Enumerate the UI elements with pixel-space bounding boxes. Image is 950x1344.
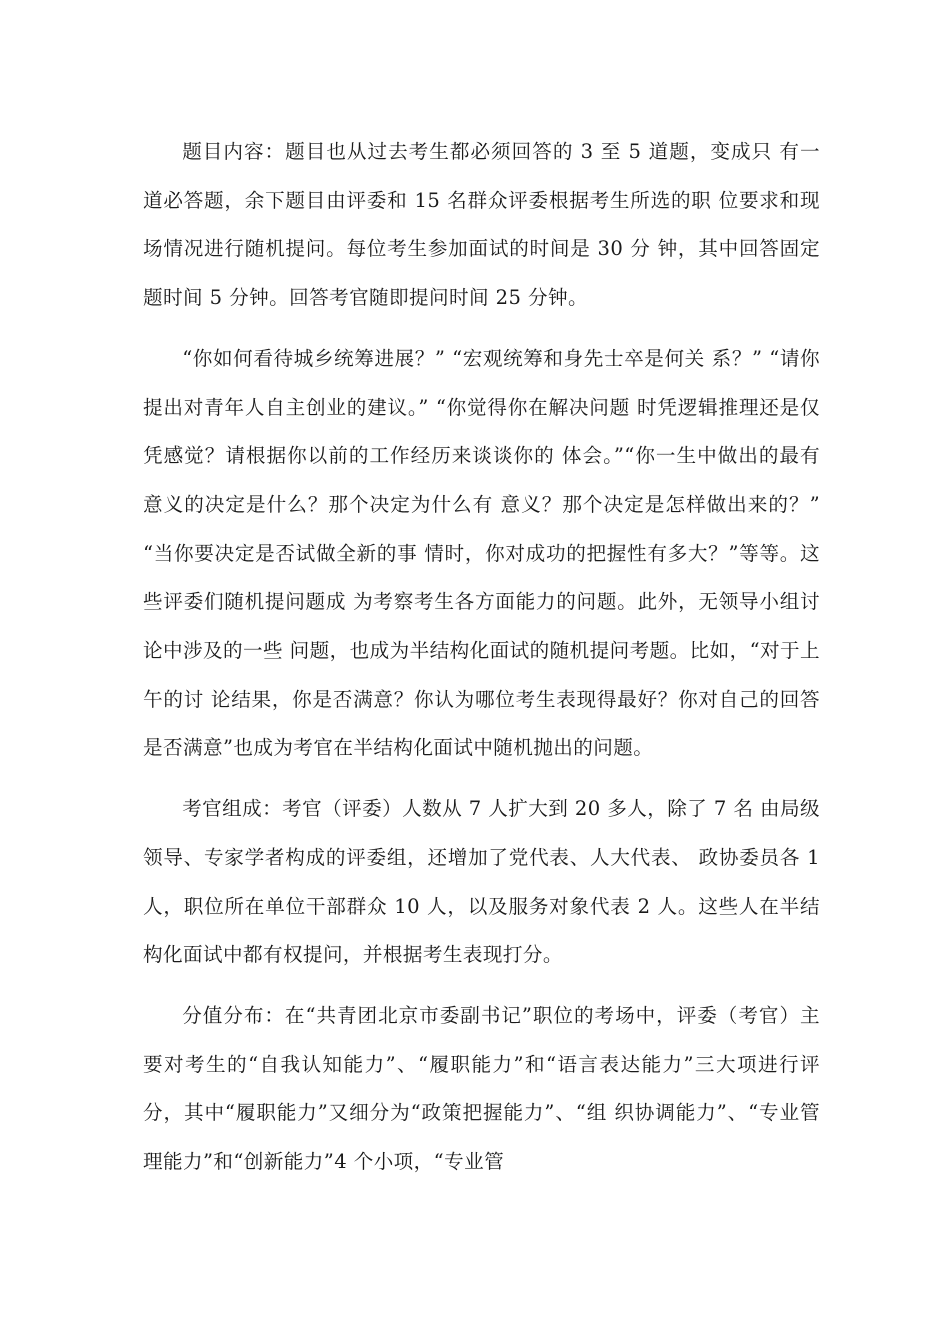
document-body: [143, 128, 820, 1199]
paragraph-score-distribution: 分值分布：在“共青团北京市委副书记”职位的考场中，评委（考官）主要对考生的“自我认知能力”、“履职能力”和“语言表达能力”三大项进行评分，其中“履职能力”又细分为“政策把握能力”、“组 织协调能力”、“专业管理能力”和“创新能力”4 个小项，“专业管: [143, 1003, 820, 1174]
paragraph-question-content: 题目内容：题目也从过去考生都必须回答的 3 至 5 道题，变成只 有一道必答题，余下题目由评委和 15 名群众评委根据考生所选的职 位要求和现场情况进行随机提问。每位考生参加面试的时间是 30 分 钟，其中回答固定题时间 5 分钟。回答考官随即提问时间 25 分钟。: [143, 140, 820, 310]
paragraph-examiner-composition: 考官组成：考官（评委）人数从 7 人扩大到 20 多人，除了 7 名 由局级领导、专家学者构成的评委组，还增加了党代表、人大代表、 政协委员各 1 人，职位所在单位干部群众 10 人，以及服务对象代表 2 人。这些人在半结构化面试中都有权提问，并根据考生表现打分。: [143, 797, 820, 967]
paragraph-sample-questions: “你如何看待城乡统筹进展？” “宏观统筹和身先士卒是何关 系？” “请你提出对青年人自主创业的建议。” “你觉得你在解决问题 时凭逻辑推理还是仅凭感觉？请根据你以前的工作经历来谈谈你的 体会。”“你一生中做出的最有意义的决定是什么？那个决定为什么有 意义？那个决定是怎样做出来的？” “当你要决定是否试做全新的事 情时，你对成功的把握性有多大？”等等。这些评委们随机提问题成 为考察考生各方面能力的问题。此外，无领导小组讨论中涉及的一些 问题，也成为半结构化面试的随机提问考题。比如，“对于上午的讨 论结果，你是否满意？你认为哪位考生表现得最好？你对自己的回答 是否满意”也成为考官在半结构化面试中随机抛出的问题。: [143, 346, 820, 760]
